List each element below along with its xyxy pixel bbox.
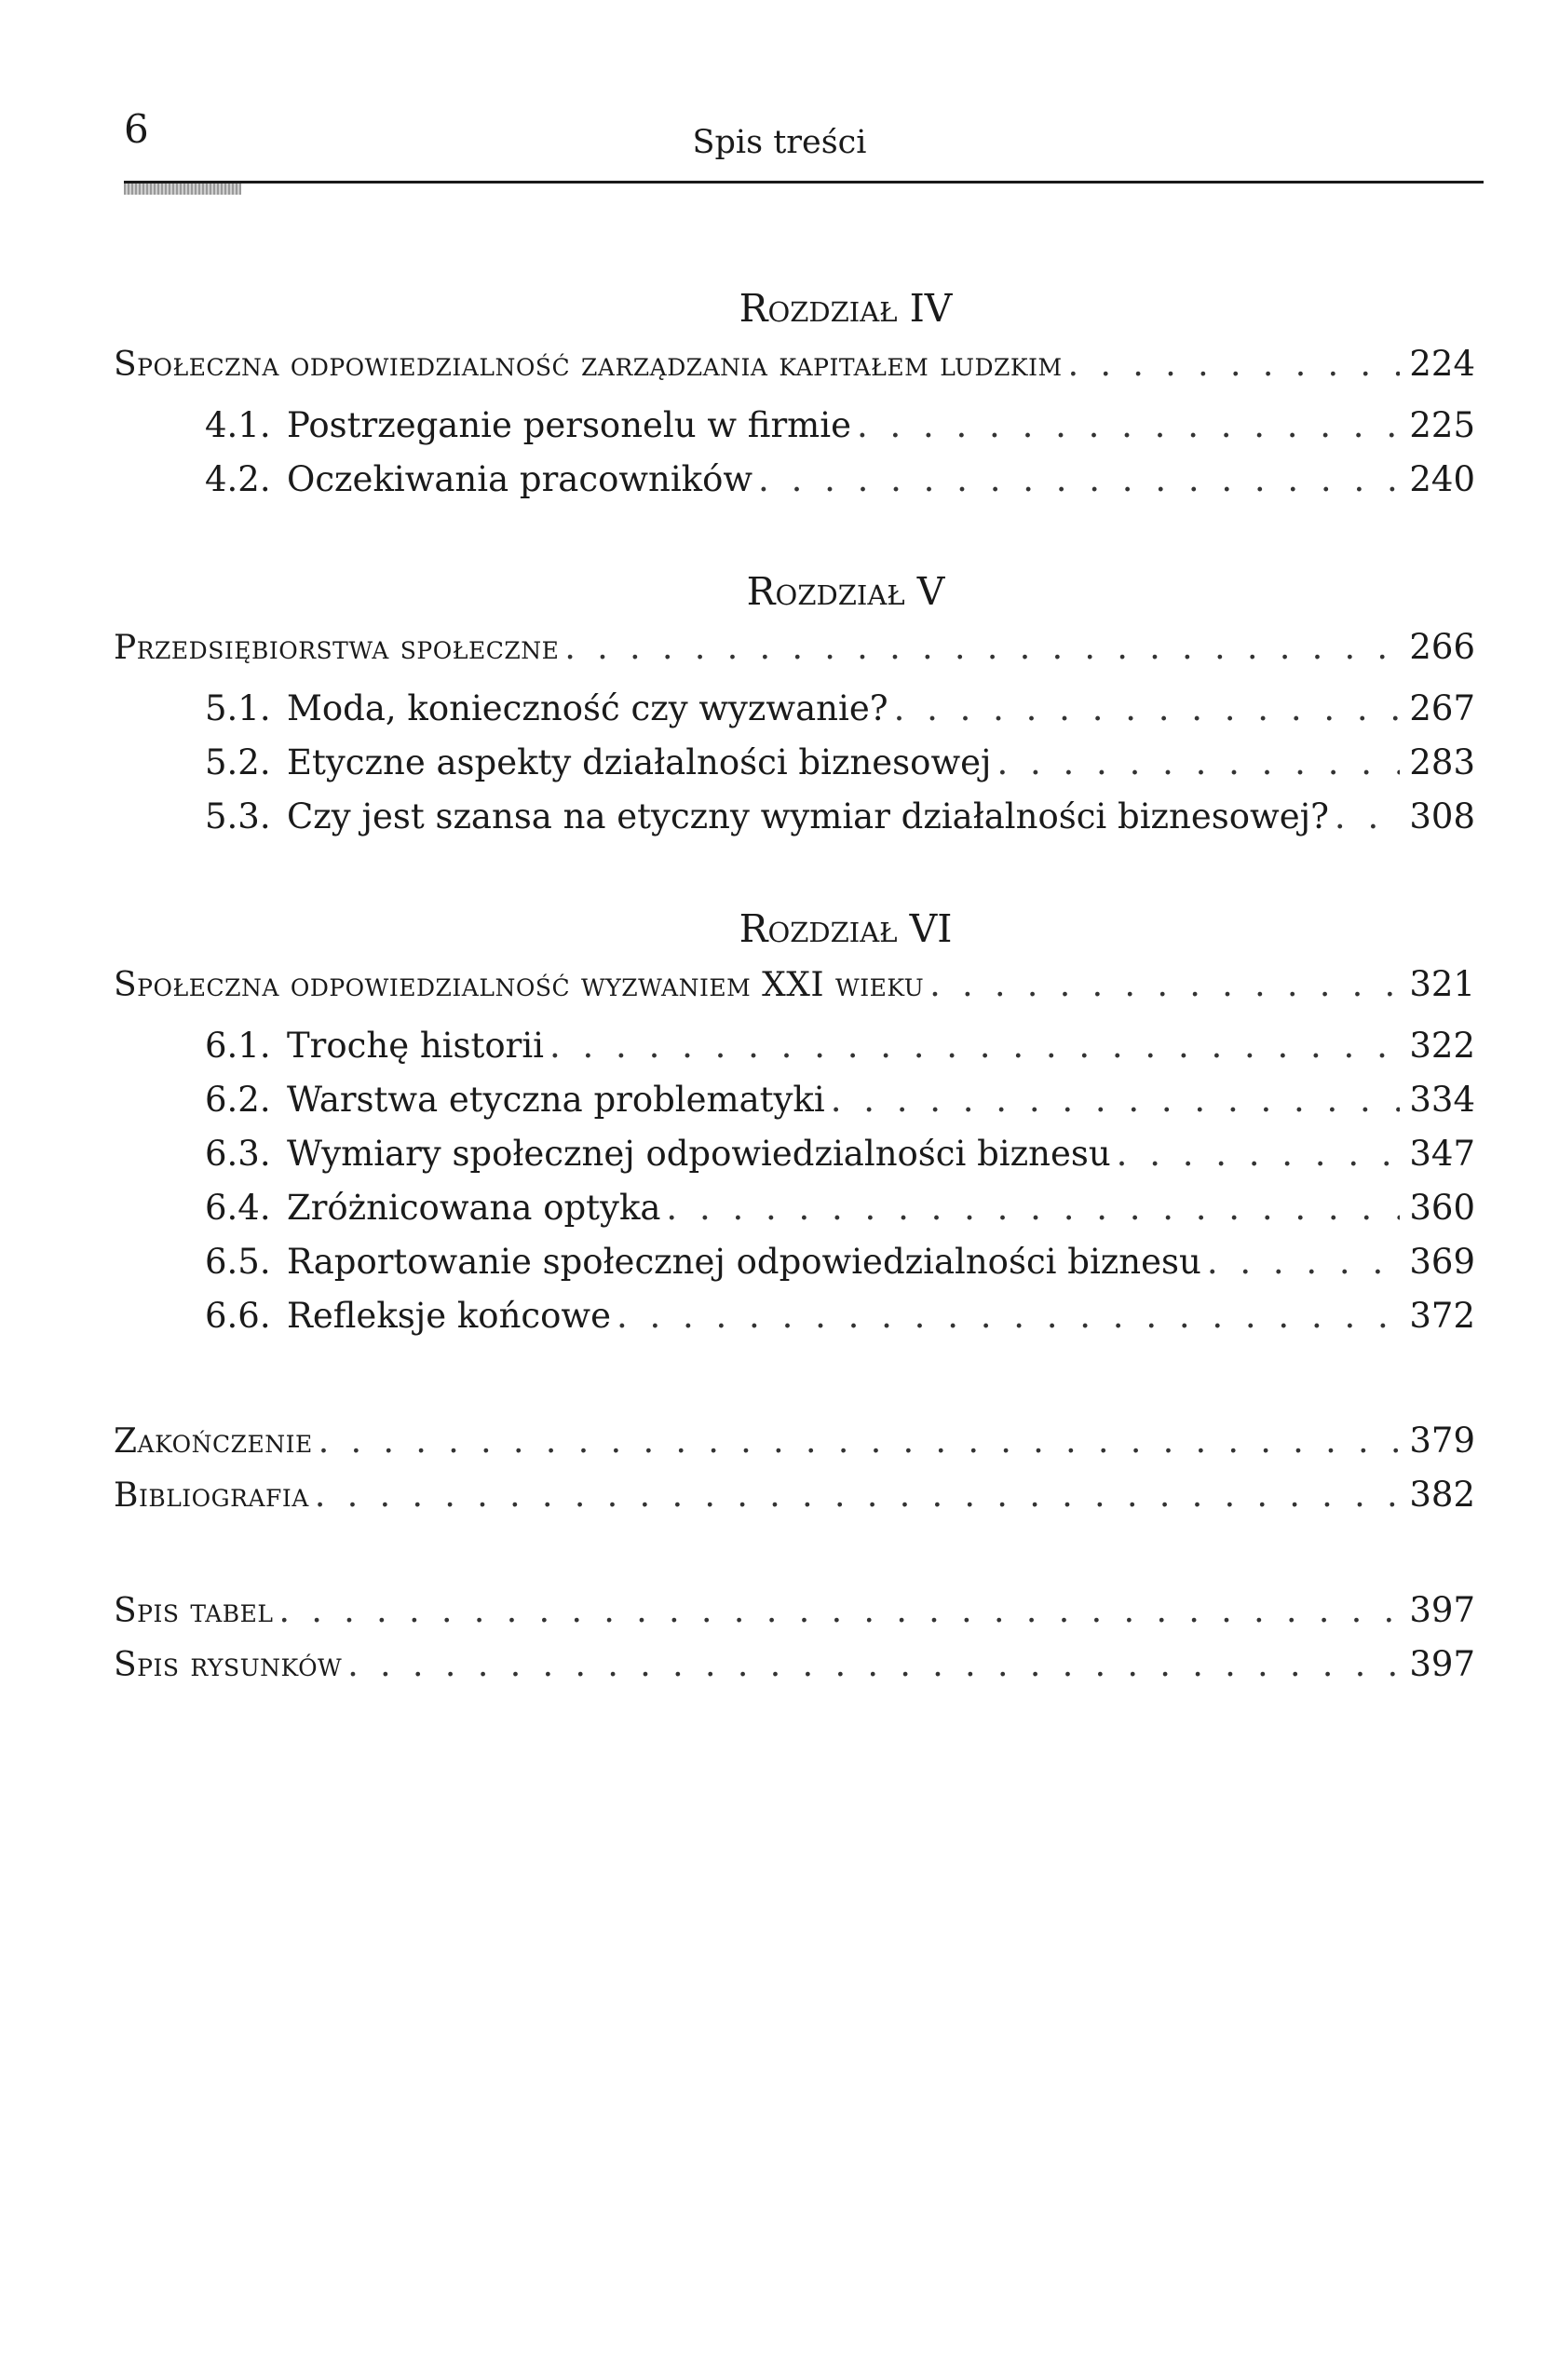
toc-entry-page: 397 [1409, 1644, 1475, 1684]
dot-leader [549, 1019, 1400, 1073]
toc-entry-page: 360 [1409, 1188, 1475, 1228]
toc-entry-title: Bibliografia [114, 1476, 309, 1515]
section-number: 6.3. [205, 1134, 271, 1174]
toc-entry-section[interactable] [114, 1181, 1475, 1235]
toc-entry-title: Spis rysunków [114, 1646, 343, 1684]
toc-entry-chapter[interactable] [114, 337, 1475, 391]
dot-leader [996, 736, 1400, 790]
toc-entry-page: 322 [1409, 1026, 1475, 1066]
toc-entry-title: Przedsiębiorstwa społeczne [114, 629, 560, 667]
toc-entry-title: Zróżnicowana optyka [287, 1188, 661, 1228]
toc-entry-title: Warstwa etyczna problematyki [287, 1080, 825, 1120]
toc-entry-title: Spis tabel [114, 1592, 274, 1630]
toc-entry-section[interactable] [114, 790, 1475, 844]
toc-entry-section[interactable] [114, 1235, 1475, 1289]
toc-entry-section[interactable] [114, 399, 1475, 453]
table-of-contents [114, 279, 1475, 1692]
toc-entry-section[interactable] [114, 453, 1475, 507]
section-number: 6.2. [205, 1080, 271, 1120]
toc-entry-title: Postrzeganie personelu w firmie [287, 405, 851, 445]
toc-entry-title: Etyczne aspekty działalności biznesowej [287, 742, 992, 782]
toc-entry-page: 397 [1409, 1590, 1475, 1630]
dot-leader [894, 682, 1401, 736]
toc-entry-title: Trochę historii [287, 1026, 545, 1066]
section-number: 6.1. [205, 1026, 271, 1066]
toc-entry-title: Zakończenie [114, 1422, 313, 1461]
header-rule [124, 181, 1484, 184]
running-head-title: Spis treści [692, 124, 867, 161]
dot-leader [857, 399, 1400, 453]
toc-entry-page: 224 [1409, 344, 1475, 384]
toc-entry-page: 225 [1409, 405, 1475, 445]
dot-leader [564, 621, 1400, 675]
section-number: 4.2. [205, 459, 271, 499]
toc-entry-page: 372 [1409, 1296, 1475, 1336]
toc-entry-title: Raportowanie społecznej odpowiedzialności biznesu [287, 1242, 1201, 1282]
section-number: 6.6. [205, 1296, 271, 1336]
dot-leader [1207, 1235, 1401, 1289]
toc-entry-page: 382 [1409, 1475, 1475, 1515]
toc-entry-section[interactable] [114, 682, 1475, 736]
toc-entry-title: Refleksje końcowe [287, 1296, 611, 1336]
toc-entry-title: Społeczna odpowiedzialność zarządzania kapitałem ludzkim [114, 346, 1063, 384]
toc-entry-page: 266 [1409, 627, 1475, 667]
dot-leader [929, 959, 1400, 1013]
header-rule-shading [124, 184, 241, 195]
dot-leader [319, 1415, 1401, 1469]
dot-leader [1068, 338, 1401, 392]
section-number: 4.1. [205, 405, 271, 445]
toc-entry-list-of-tables[interactable] [114, 1584, 1475, 1638]
dot-leader [666, 1181, 1400, 1235]
toc-entry-section[interactable] [114, 1289, 1475, 1343]
toc-entry-conclusion[interactable] [114, 1414, 1475, 1468]
dot-leader [279, 1584, 1401, 1639]
toc-entry-page: 240 [1409, 459, 1475, 499]
toc-entry-title: Czy jest szansa na etyczny wymiar działalności biznesowej? [287, 796, 1329, 836]
dot-leader [1335, 790, 1400, 844]
toc-entry-chapter[interactable] [114, 958, 1475, 1012]
toc-entry-title: Moda, konieczność czy wyzwanie? [287, 688, 888, 728]
chapter-heading: Rozdział VI [739, 906, 953, 951]
toc-entry-page: 283 [1409, 742, 1475, 782]
toc-entry-section[interactable] [114, 736, 1475, 790]
dot-leader [831, 1073, 1401, 1127]
section-number: 5.3. [205, 796, 271, 836]
section-number: 6.5. [205, 1242, 271, 1282]
toc-entry-title: Społeczna odpowiedzialność wyzwaniem XXI wieku [114, 966, 925, 1004]
section-number: 5.1. [205, 688, 271, 728]
toc-entry-list-of-figures[interactable] [114, 1638, 1475, 1692]
dot-leader [347, 1639, 1400, 1693]
toc-entry-bibliography[interactable] [114, 1468, 1475, 1522]
toc-entry-page: 369 [1409, 1242, 1475, 1282]
toc-entry-title: Oczekiwania pracowników [287, 459, 753, 499]
toc-entry-section[interactable] [114, 1073, 1475, 1127]
page-number: 6 [124, 106, 149, 152]
chapter-heading: Rozdział V [746, 569, 945, 614]
toc-entry-section[interactable] [114, 1127, 1475, 1181]
toc-entry-page: 347 [1409, 1134, 1475, 1174]
section-number: 6.4. [205, 1188, 271, 1228]
toc-entry-title: Wymiary społecznej odpowiedzialności biznesu [287, 1134, 1111, 1174]
toc-entry-page: 334 [1409, 1080, 1475, 1120]
toc-entry-page: 308 [1409, 796, 1475, 836]
toc-entry-page: 321 [1409, 964, 1475, 1004]
toc-entry-page: 379 [1409, 1421, 1475, 1461]
dot-leader [617, 1289, 1400, 1343]
chapter-heading: Rozdział IV [739, 286, 953, 331]
dot-leader [315, 1469, 1401, 1523]
section-number: 5.2. [205, 742, 271, 782]
toc-entry-page: 267 [1409, 688, 1475, 728]
dot-leader [1117, 1127, 1401, 1181]
toc-entry-chapter[interactable] [114, 620, 1475, 674]
dot-leader [758, 453, 1400, 507]
toc-entry-section[interactable] [114, 1019, 1475, 1073]
